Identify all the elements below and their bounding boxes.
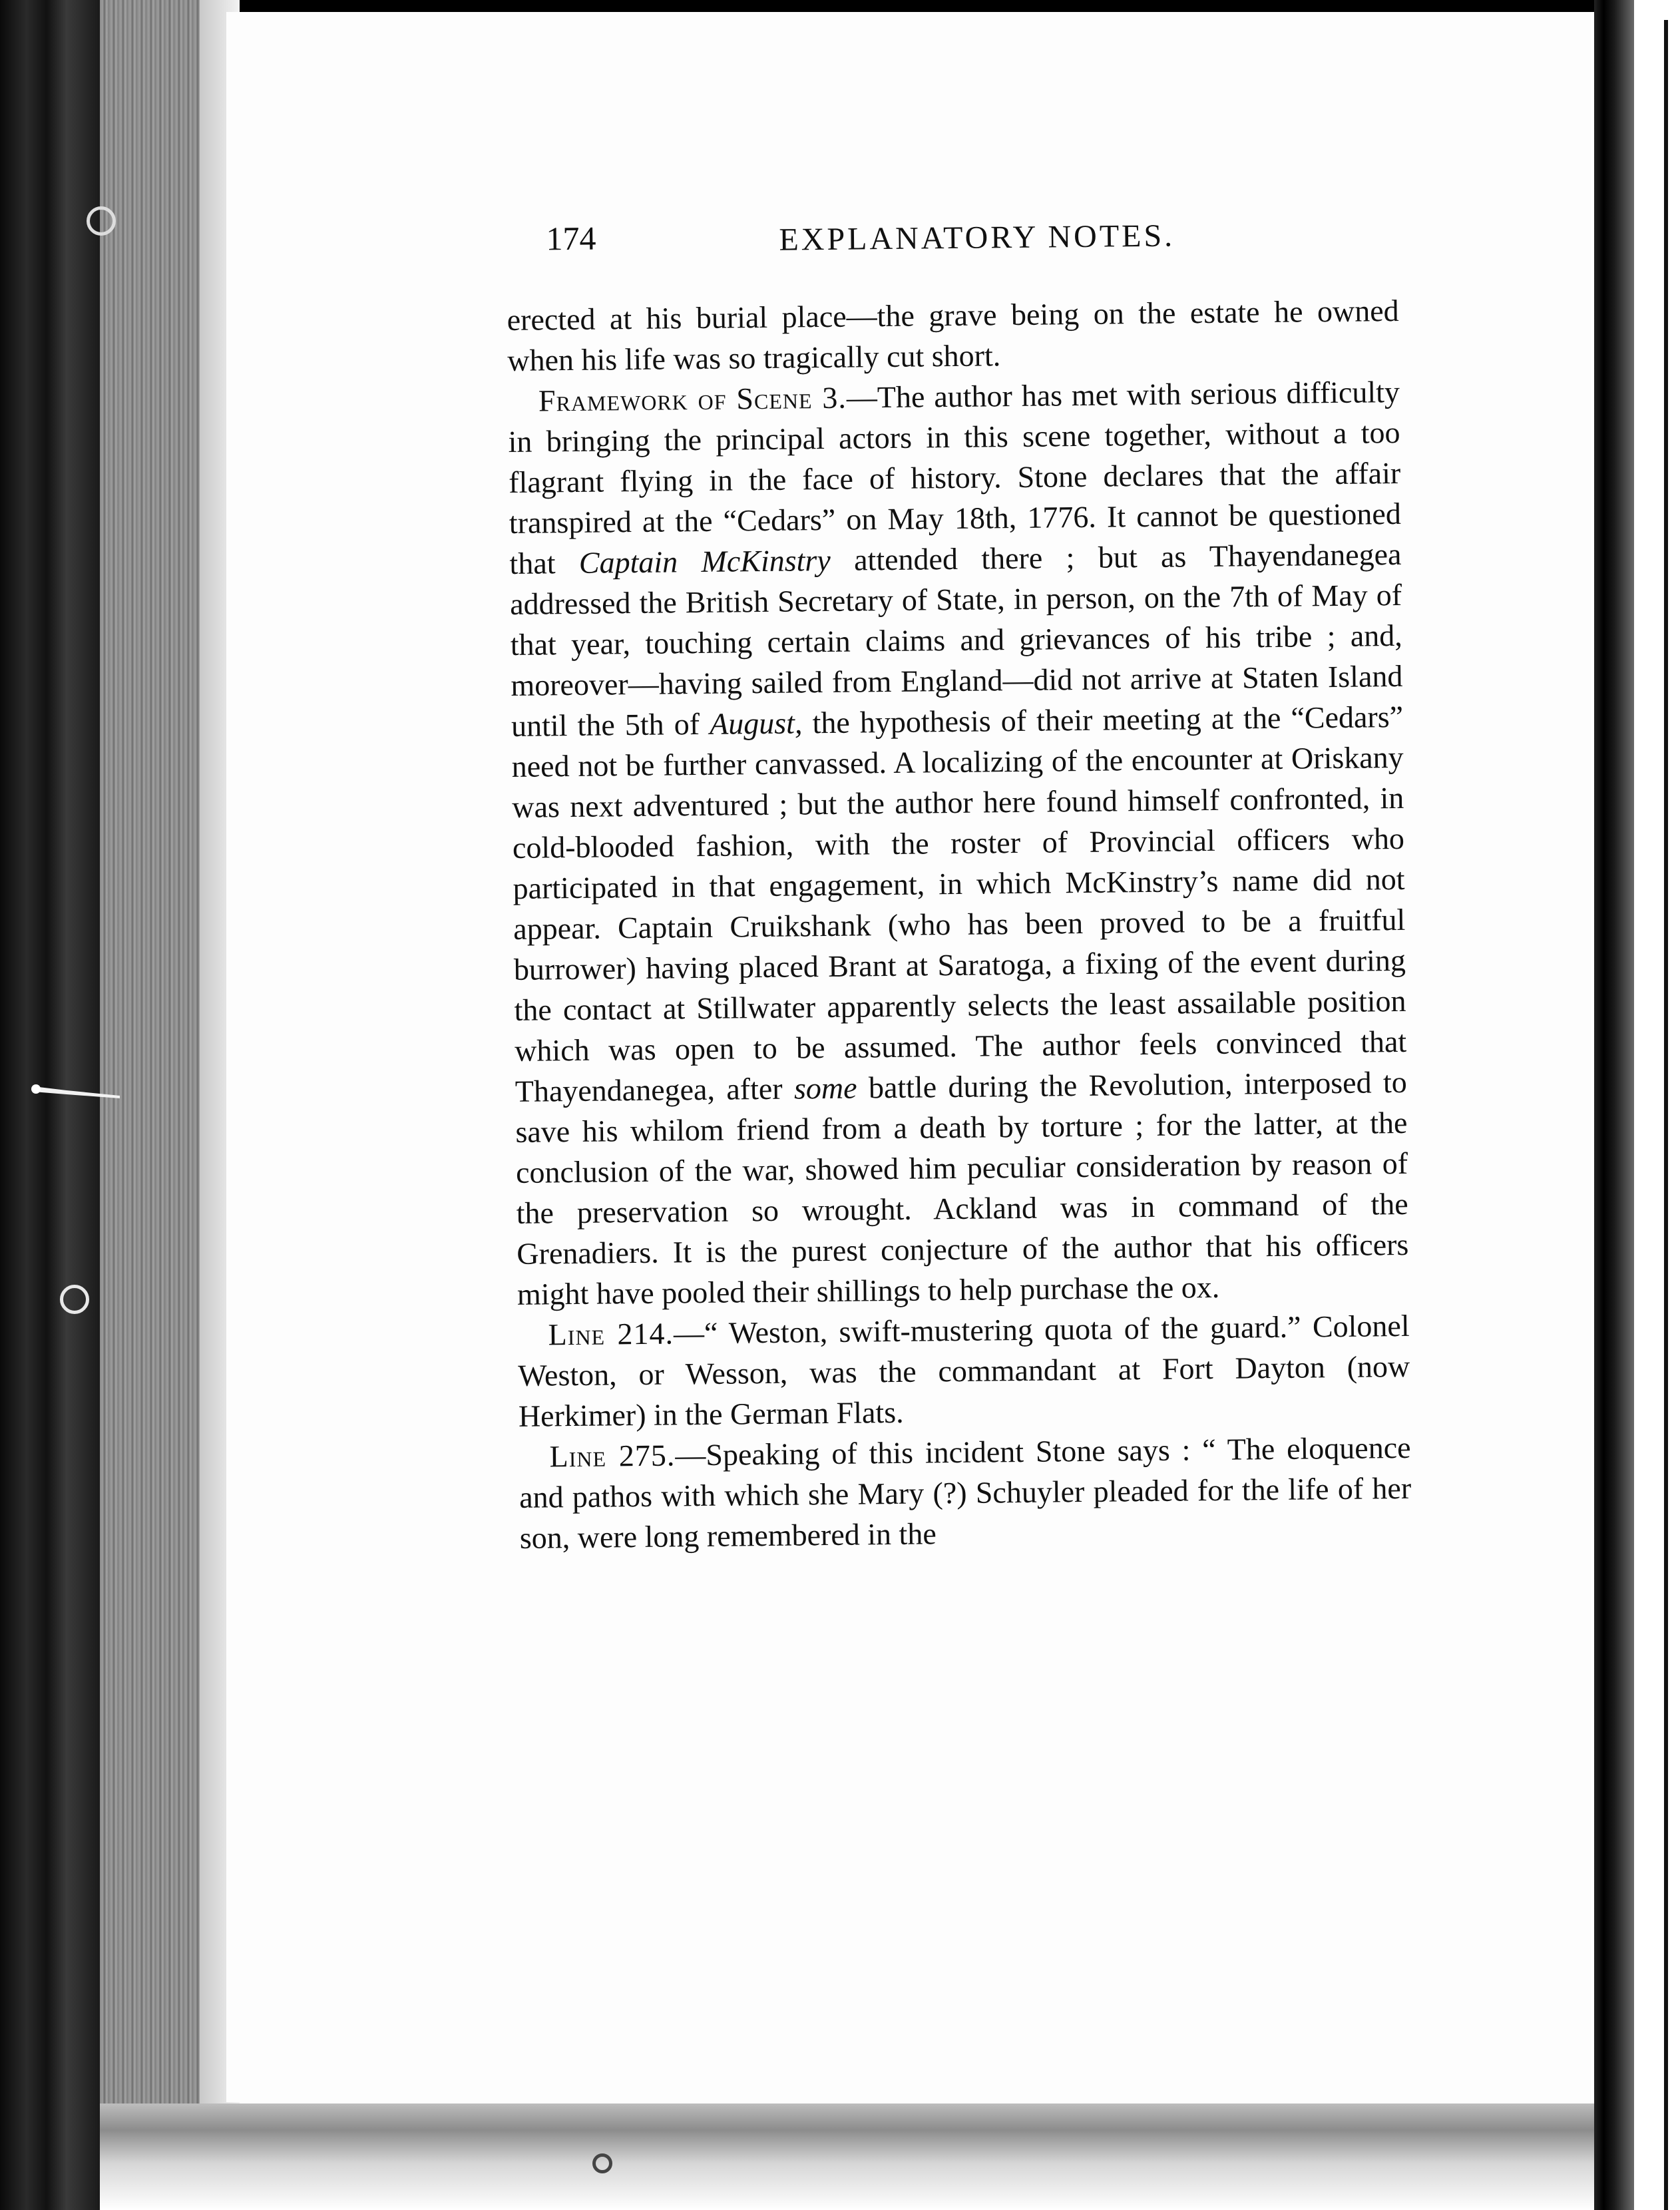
note-label: Framework of Scene 3. xyxy=(538,380,847,418)
paper-tab-mark xyxy=(27,1078,126,1105)
scan-border-top xyxy=(0,0,1680,12)
page-text-block xyxy=(506,204,1412,1558)
paragraph-text: erected at his burial place—the grave being on the estate he owned when his life was so tragically cut short. xyxy=(507,293,1399,377)
note-line-214 xyxy=(517,1305,1410,1436)
binding-hole-mark xyxy=(87,206,116,236)
note-line-275 xyxy=(519,1427,1412,1558)
binding-hole-mark xyxy=(60,1285,89,1314)
note-text: battle during the Revolution, interposed to save his whilom friend from a death by torture ; for the latter, at the conclusion of the war, showed him peculiar consideration by reason of the preservation so wrought. Ackland was in command of the Grenadiers. It is the purest conjecture of the author that his officers might have pooled their shillings to help purchase the ox. xyxy=(515,1064,1409,1311)
note-text: —The author has met with serious difficulty in bringing the principal actors in this scene together, without a too flagrant flying in the face of history. Stone declares that the affair transpired at the “Cedars” on May 18th, 1776. It cannot be questioned that xyxy=(508,374,1402,580)
note-text: attended there ; but as Thayendanegea addressed the British Secretary of State, in person, on the 7th of May of that year, touching certain claims and grievances of his tribe ; and, moreover—having sailed from England—did not arrive at Staten Island until the 5th of xyxy=(509,537,1403,743)
note-text: —“ Weston, swift-mustering quota of the guard.” Colonel Weston, or Wesson, was the commandant at Fort Dayton (now Herkimer) in the German Flats. xyxy=(518,1308,1410,1433)
note-italic-text: Captain McKinstry xyxy=(578,543,831,580)
page-edges xyxy=(100,0,213,2117)
note-label: Line 275. xyxy=(549,1438,676,1474)
note-text: the hypothesis of their meeting at the “Cedars” need not be further canvassed. A localizing of the encounter at Oriskany was next adventured ; but the author here found himself confronted, in cold-blooded fashion, with the roster of Provincial officers who participated in that engagement, in which McKinstry’s name did not appear. Captain Cruikshank (who has been proved to be a fruitful burrower) having placed Brant at Saratoga, a fixing of the event during the contact at Stillwater apparently selects the least assailable position which was open to be assumed. The author feels convinced that Thayendanegea, after xyxy=(511,699,1407,1108)
note-framework-scene-3 xyxy=(508,371,1410,1315)
page-header xyxy=(506,204,1398,273)
paragraph-continuation xyxy=(507,290,1399,381)
right-margin xyxy=(1634,0,1680,2210)
page-number: 174 xyxy=(546,219,596,258)
running-head: EXPLANATORY NOTES. xyxy=(779,218,1175,258)
note-text: —Speaking of this incident Stone says : “ The eloquence and pathos with which she Mary (?) Schuyler pleaded for the life of her son, were long remembered in the xyxy=(519,1430,1412,1555)
page-bottom-edge xyxy=(100,2103,1680,2210)
note-italic-text: August, xyxy=(709,706,803,741)
book-spine xyxy=(0,0,100,2210)
note-label: Line 214. xyxy=(548,1316,674,1352)
note-italic-text: some xyxy=(793,1070,857,1106)
scan-rule-right xyxy=(1664,20,1668,2210)
scan-border-right xyxy=(1594,0,1634,2210)
binding-hole-mark xyxy=(592,2153,612,2173)
